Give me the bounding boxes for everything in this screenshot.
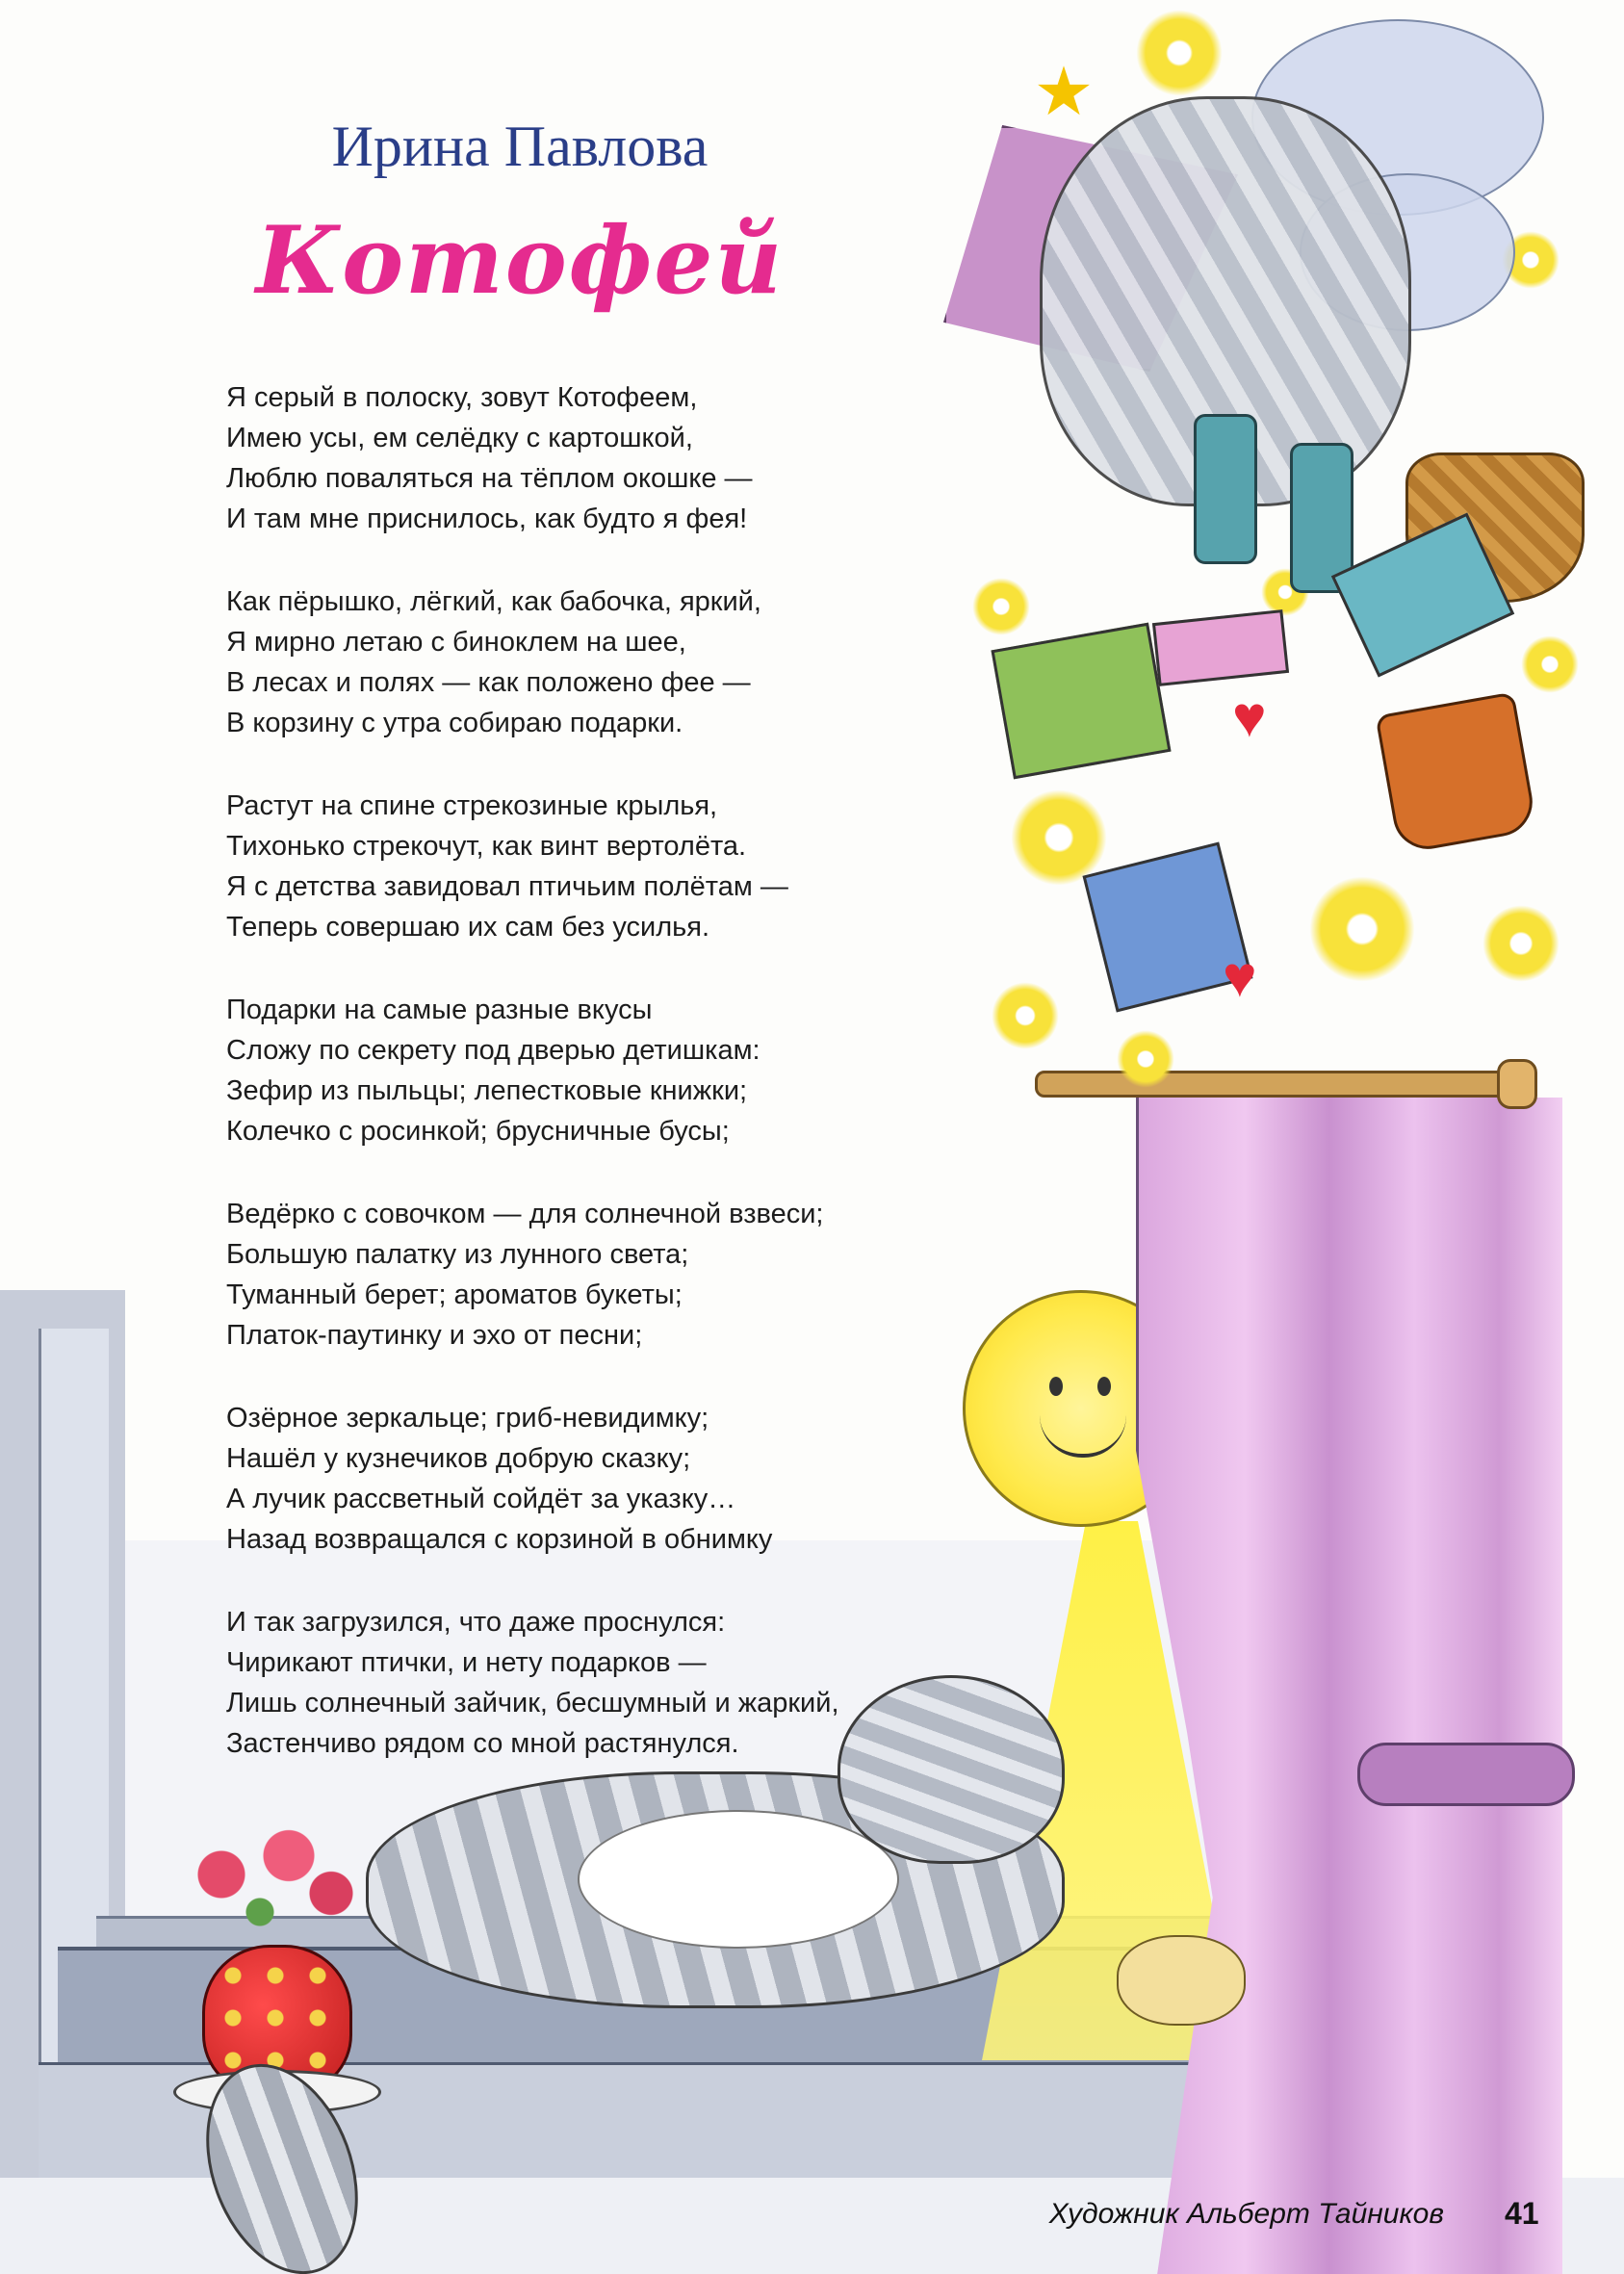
poem-line: Лишь солнечный зайчик, бесшумный и жаркий, [226, 1688, 839, 1718]
poem-line: И так загрузился, что даже проснулся: [226, 1607, 726, 1638]
poem-line: Подарки на самые разные вкусы [226, 995, 653, 1025]
heart-icon: ♥ [1223, 944, 1257, 1009]
poem-line: В корзину с утра собираю подарки. [226, 708, 683, 738]
poem-line: Назад возвращался с корзиной в обнимку [226, 1524, 773, 1555]
poem-title: Котофей [255, 206, 785, 315]
gift-box-icon [1152, 609, 1289, 686]
sparkle-icon [1482, 905, 1560, 982]
poem-line: Сложу по секрету под дверью детишкам: [226, 1035, 760, 1066]
sun-eye-right [1097, 1377, 1111, 1396]
poem-line: Тихонько стрекочут, как винт вертолёта. [226, 831, 747, 862]
flowers-illustration [173, 1824, 366, 1950]
stanza [226, 1602, 996, 1764]
bucket-icon [1375, 691, 1537, 854]
poem-line: Как пёрышко, лёгкий, как бабочка, яркий, [226, 586, 761, 617]
sparkle-icon [1011, 789, 1107, 886]
heart-icon: ♥ [1232, 685, 1267, 749]
sun-eye-left [1049, 1377, 1063, 1396]
stanza [226, 377, 996, 539]
poem-line: Чирикают птички, и нету подарков — [226, 1647, 707, 1678]
sparkle-icon [1521, 635, 1579, 693]
poem-line: Теперь совершаю их сам без усилья. [226, 912, 710, 943]
poem-body [226, 377, 996, 1806]
stanza [226, 1398, 996, 1560]
sparkle-icon [1309, 876, 1415, 982]
poem-line: Платок-паутинку и эхо от песни; [226, 1320, 643, 1351]
sparkle-icon [1136, 10, 1223, 96]
stanza [226, 990, 996, 1151]
poem-line: И там мне приснилось, как будто я фея! [226, 504, 748, 534]
binoculars-icon [1194, 414, 1257, 564]
curtain-illustration [1136, 1098, 1562, 2274]
poem-line: Застенчиво рядом со мной растянулся. [226, 1728, 739, 1759]
poem-line: Нашёл у кузнечиков добрую сказку; [226, 1443, 691, 1474]
poem-line: В лесах и полях — как положено фее — [226, 667, 751, 698]
illustrator-credit: Художник Альберт Тайников [1048, 2198, 1444, 2230]
magic-wand-star-icon: ★ [1033, 54, 1095, 129]
poem-line: Растут на спине стрекозиные крылья, [226, 790, 718, 821]
sun-bunny-toy-illustration [1117, 1935, 1246, 2026]
author-name: Ирина Павлова [331, 115, 709, 178]
poem-line: Зефир из пыльцы; лепестковые книжки; [226, 1075, 748, 1106]
sparkle-icon [992, 982, 1059, 1049]
stanza [226, 581, 996, 743]
curtain-rod [1035, 1071, 1527, 1098]
poem-line: Колечко с росинкой; брусничные бусы; [226, 1116, 730, 1147]
sleeping-cat-belly [578, 1810, 899, 1949]
curtain-rod-knob [1497, 1059, 1537, 1109]
stanza [226, 786, 996, 947]
poem-line: Имею усы, ем селёдку с картошкой, [226, 423, 693, 453]
gift-box-icon [991, 623, 1171, 780]
poem-line: Большую палатку из лунного света; [226, 1239, 689, 1270]
poem-line: Туманный берет; ароматов букеты; [226, 1279, 683, 1310]
stanza [226, 1194, 996, 1356]
poem-line: А лучик рассветный сойдёт за указку… [226, 1484, 736, 1514]
sparkle-icon [1117, 1030, 1174, 1088]
poem-line: Я серый в полоску, зовут Котофеем, [226, 382, 698, 413]
poem-line: Люблю поваляться на тёплом окошке — [226, 463, 753, 494]
poem-line: Я мирно летаю с биноклем на шее, [226, 627, 686, 658]
poem-line: Я с детства завидовал птичьим полётам — [226, 871, 788, 902]
poem-line: Ведёрко с совочком — для солнечной взвеси; [226, 1199, 824, 1229]
page-number: 41 [1505, 2196, 1539, 2231]
curtain-tieback [1357, 1743, 1575, 1806]
poem-line: Озёрное зеркальце; гриб-невидимку; [226, 1403, 709, 1434]
